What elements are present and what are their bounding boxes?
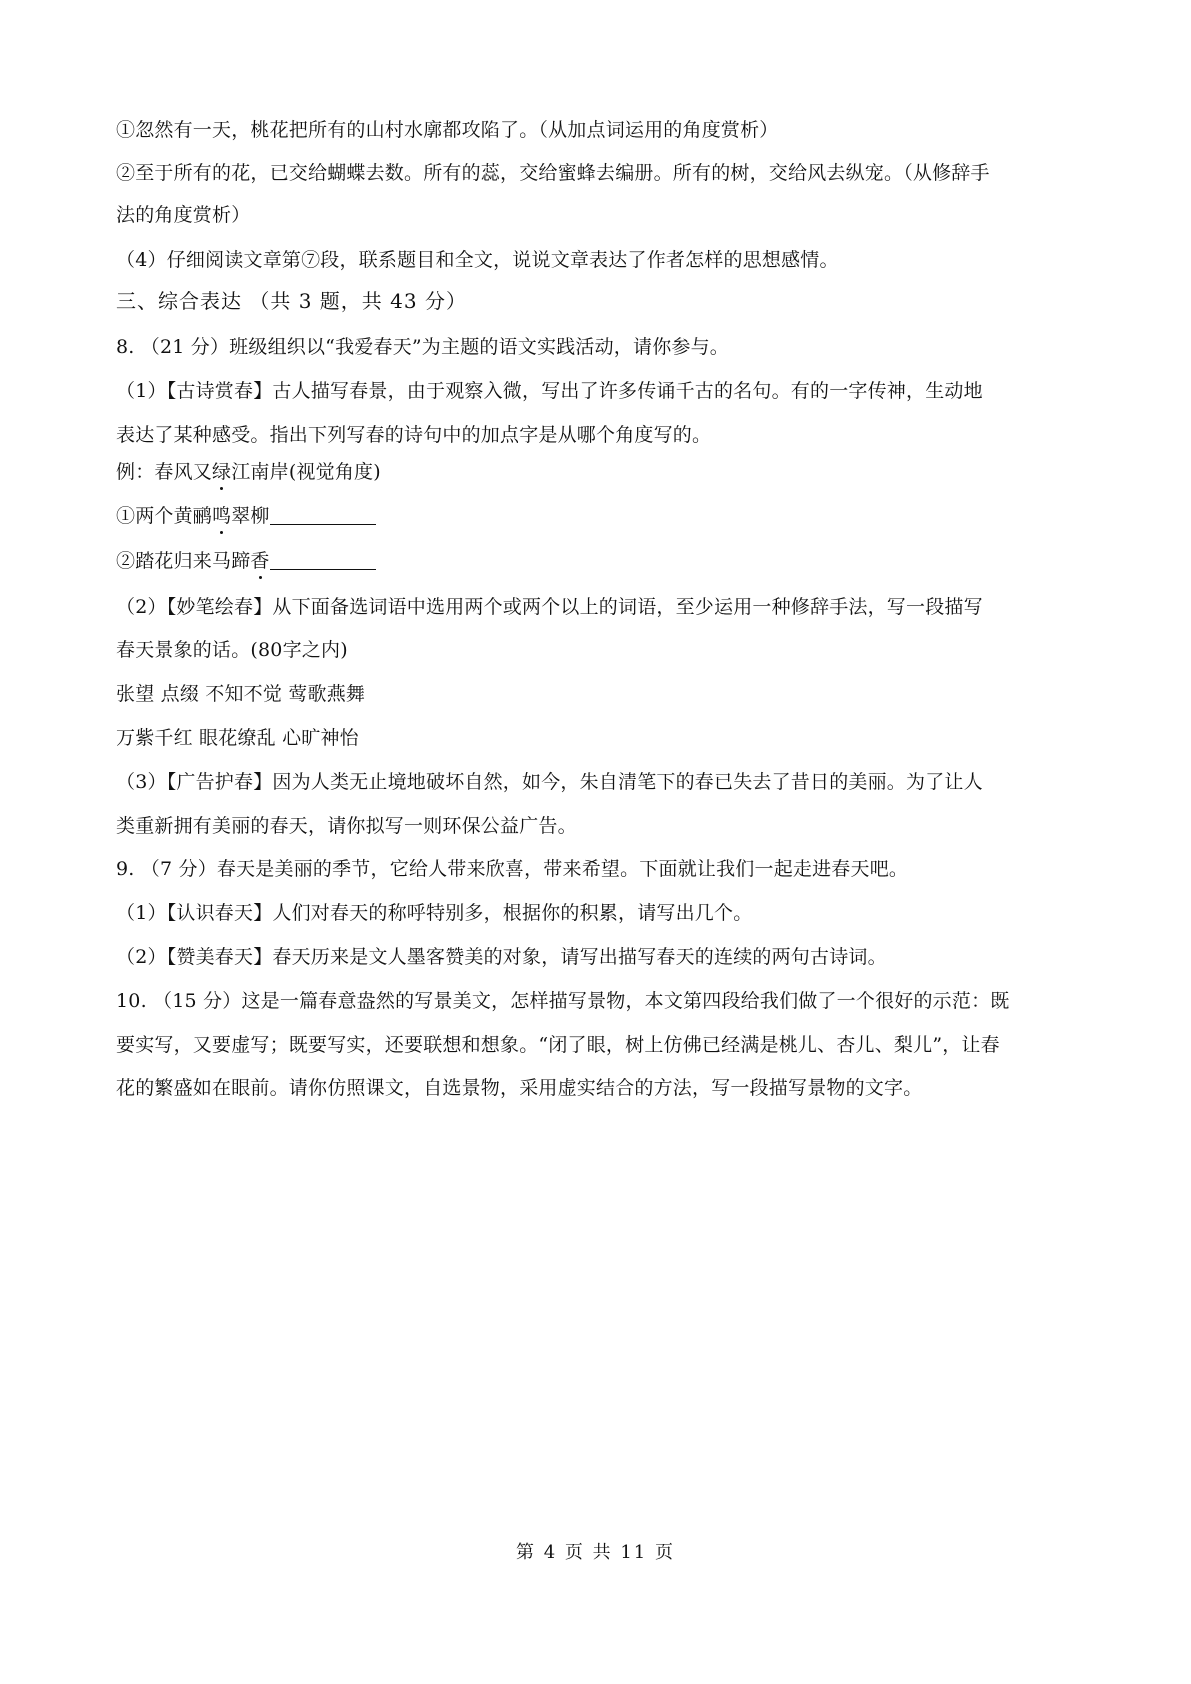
q8-item2-prefix: ②踏花归来马蹄 [116,550,251,572]
q7-sub3-item2-line2: 法的角度赏析） [116,204,251,226]
q8-word-bank-line1: 张望 点缀 不知不觉 莺歌燕舞 [116,683,366,705]
q8-example-dotted-char: 绿 [212,461,232,483]
q8-item1-suffix: 翠柳 [231,505,270,527]
q8-example-prefix: 例：春风又 [116,461,213,483]
q8-sub1-line1: （1）【古诗赏春】古人描写春景，由于观察入微，写出了许多传诵千古的名句。有的一字传神，生动地 [116,380,983,402]
q10-line1: 10. （15 分）这是一篇春意盎然的写景美文，怎样描写景物，本文第四段给我们做了一个很好的示范：既 [116,990,1010,1012]
q10-line3: 花的繁盛如在眼前。请你仿照课文，自选景物，采用虚实结合的方法，写一段描写景物的文字。 [116,1077,923,1099]
q8-item1 [116,503,1075,529]
section-3-title: 三、综合表达 （共 3 题，共 43 分） [116,289,467,313]
q8-item1-answer-blank[interactable] [270,504,376,525]
page-footer: 第 4 页 共 11 页 [516,1542,675,1563]
q8-sub3-line1: （3）【广告护春】因为人类无止境地破坏自然，如今，朱自清笔下的春已失去了昔日的美丽。为了让人 [116,771,983,793]
q7-sub3-item2-line1: ②至于所有的花，已交给蝴蝶去数。所有的蕊，交给蜜蜂去编册。所有的树，交给风去纵宠。（从修辞手 [116,162,990,184]
q8-item2-dotted-char: 香 [250,550,270,572]
q8-example-suffix: 江南岸(视觉角度) [231,461,381,483]
q8-sub3-line2: 类重新拥有美丽的春天，请你拟写一则环保公益广告。 [116,815,577,837]
q7-sub4: （4）仔细阅读文章第⑦段，联系题目和全文，说说文章表达了作者怎样的思想感情。 [116,249,839,271]
q8-sub2-line1: （2）【妙笔绘春】从下面备选词语中选用两个或两个以上的词语，至少运用一种修辞手法，写一段描写 [116,596,983,618]
q10-line2: 要实写，又要虚写；既要写实，还要联想和想象。“闭了眼，树上仿佛已经满是桃儿、杏儿、梨儿”，让春 [116,1034,1000,1056]
q8-item2 [116,548,1075,574]
q7-sub3-item1: ①忽然有一天，桃花把所有的山村水廓都攻陷了。（从加点词运用的角度赏析） [116,119,779,141]
q8-item1-prefix: ①两个黄鹂 [116,505,213,527]
q8-sub1-line2: 表达了某种感受。指出下列写春的诗句中的加点字是从哪个角度写的。 [116,424,712,446]
q8-item1-dotted-char: 鸣 [212,505,232,527]
q8-example [116,459,1075,485]
q9-sub1: （1）【认识春天】人们对春天的称呼特别多，根据你的积累，请写出几个。 [116,902,753,924]
q8-item2-answer-blank[interactable] [270,549,376,570]
q9-sub2: （2）【赞美春天】春天历来是文人墨客赞美的对象，请写出描写春天的连续的两句古诗词。 [116,946,887,968]
q8-word-bank-line2: 万紫千红 眼花缭乱 心旷神怡 [116,727,359,749]
q8-sub2-line2: 春天景象的话。(80字之内) [116,639,348,661]
q9-stem: 9. （7 分）春天是美丽的季节，它给人带来欣喜，带来希望。下面就让我们一起走进春天吧。 [116,858,909,880]
q8-stem: 8. （21 分）班级组织以“我爱春天”为主题的语文实践活动，请你参与。 [116,336,730,358]
